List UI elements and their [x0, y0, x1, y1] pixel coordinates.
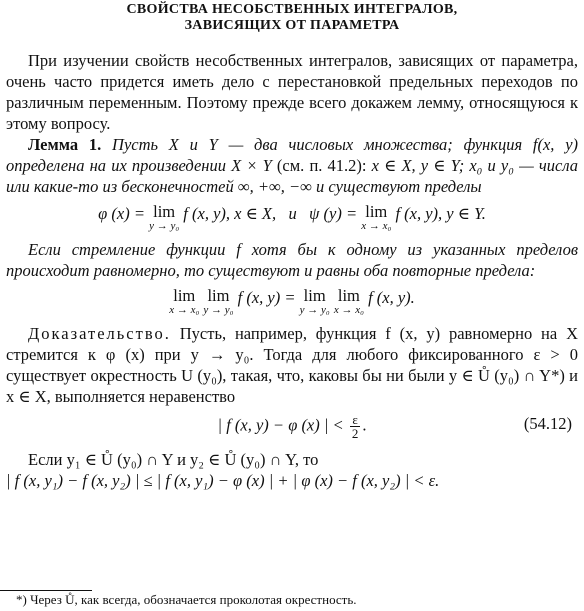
- lemma-continuation: Если стремление функции f хотя бы к одному из указанных пределов происходит равномерно, то существуют и равны оба повторные предела:: [6, 240, 578, 280]
- difference-inequality: | f (x, y₁) − f (x, y₂) | ≤ | f (x, y₁) − φ (x) | + | φ (x) − f (x, y₂) | < ε.: [6, 471, 440, 490]
- psi-def: ψ (y) =: [309, 204, 358, 223]
- lemma-heading: Лемма 1.: [28, 135, 102, 154]
- proof-paragraph: [6, 323, 578, 407]
- footnote: *) Через Ů, как всегда, обозначается проколотая окрестность.: [16, 592, 357, 607]
- limit-x-outer: lim x → x₀: [169, 286, 200, 316]
- second-paragraph: Если y₁ ∈ Ů (y₀) ∩ Y и y₂ ∈ Ů (y₀) ∩ Y, то: [28, 450, 319, 469]
- section-title: [6, 2, 578, 34]
- formula-limits: [6, 201, 578, 237]
- formula1-tail: f (x, y), y ∈ Y.: [395, 204, 486, 223]
- epsilon-half: $\frac{\varepsilon}{2}$: [351, 412, 359, 441]
- formula3-text: | f (x, y) − φ (x) | <: [217, 415, 344, 435]
- lemma-text-b: x ∈ X, y ∈ Y; x₀ и y₀ — числа или какие-то из бесконечностей ∞, +∞, −∞ и существуют пределы: [6, 156, 579, 196]
- page: [6, 2, 578, 491]
- lemma-reference: (см. п. 41.2):: [276, 156, 367, 175]
- proof-heading: Доказательство.: [28, 324, 171, 343]
- proof-text: Пусть, например, функция f (x, y) равномерно на X стремится к φ (x) при y → y₀. Тогда для любого фиксированного ε > 0 существует окрестность U (y₀), такая, что, каковы бы ни были y ∈ Ů (y₀) ∩ Y*) и x ∈ X, выполняется неравенство: [6, 324, 578, 406]
- limit-y: lim y → y₀: [149, 202, 180, 232]
- limit-x: lim x → x₀: [361, 202, 392, 232]
- footnote-divider: [0, 590, 92, 591]
- lemma-text-a: Пусть X и Y — два числовых множества; функция f(x, y) определена на их произведении X × Y: [6, 135, 579, 175]
- title-line-2: ЗАВИСЯЩИХ ОТ ПАРАМЕТРА: [184, 18, 400, 33]
- formula2-mid: f (x, y) =: [237, 288, 296, 307]
- formula2-tail: f (x, y).: [368, 288, 415, 307]
- limit-x-inner: lim x → x₀: [333, 286, 364, 316]
- equation-number: (54.12): [523, 414, 572, 433]
- limit-y-inner: lim y → y₀: [203, 286, 234, 316]
- formula1-mid: f (x, y), x ∈ X,: [183, 204, 277, 223]
- formula1-and: и: [288, 204, 297, 223]
- formula-repeated-limits: [6, 285, 578, 321]
- intro-paragraph: При изучении свойств несобственных интегралов, зависящих от параметра, очень часто придется иметь дело с перестановкой предельных переходов по различным переменным. Поэтому прежде всего докажем лемму, относящуюся к этому вопросу.: [6, 51, 578, 133]
- title-line-1: СВОЙСТВА НЕСОБСТВЕННЫХ ИНТЕГРАЛОВ,: [126, 2, 458, 17]
- lemma-statement: [6, 134, 578, 197]
- phi-def: φ (x) =: [98, 204, 145, 223]
- limit-y-outer: lim y → y₀: [299, 286, 330, 316]
- formula-inequality: | f (x, y) − φ (x) | < $\frac{\varepsilon}{2}$ . (54.12): [217, 412, 572, 441]
